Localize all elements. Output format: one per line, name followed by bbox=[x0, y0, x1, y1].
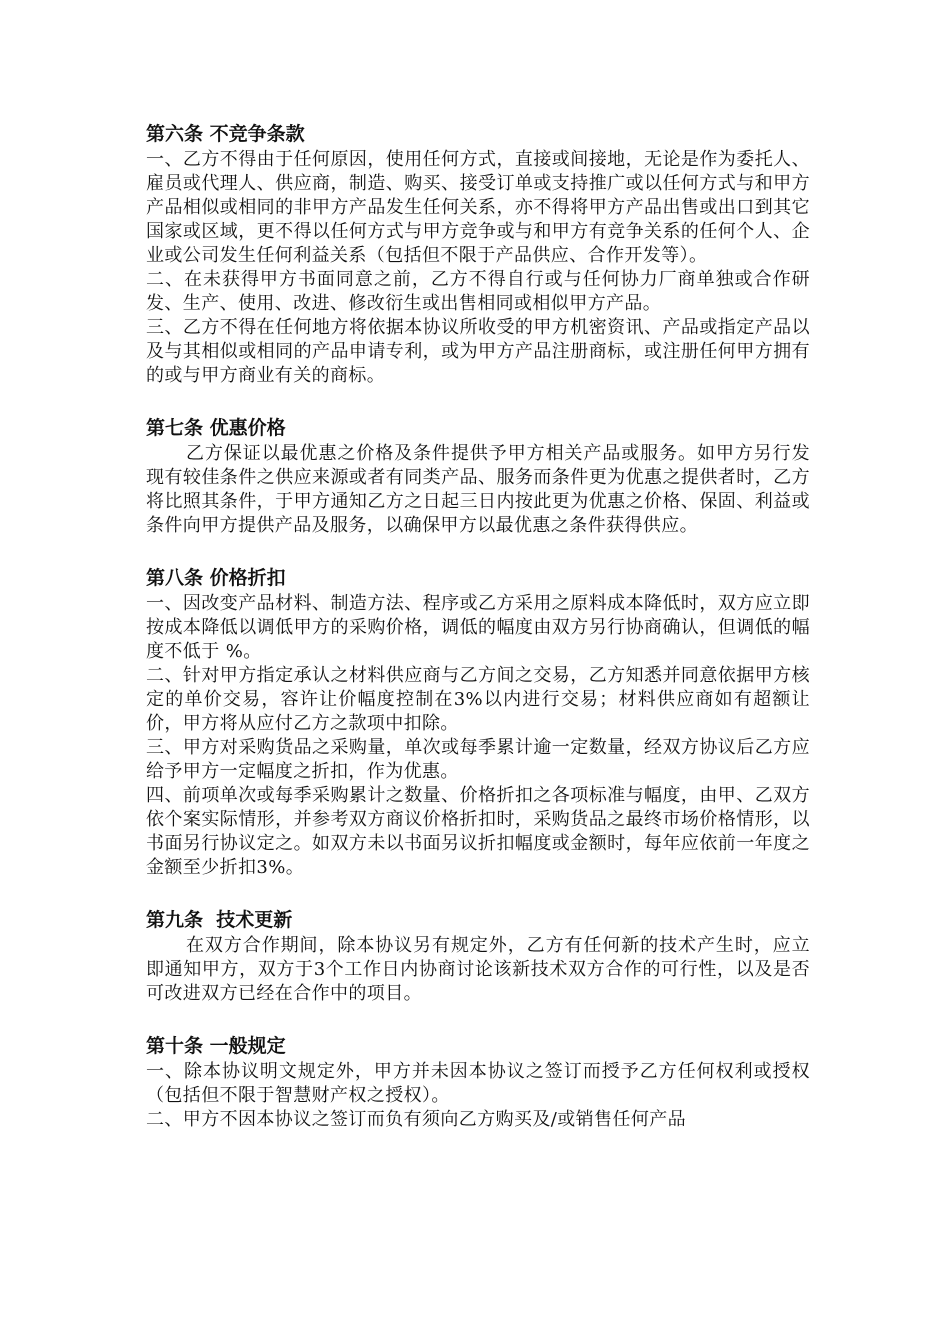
article-heading: 第九条 技术更新 bbox=[146, 909, 293, 931]
article-9 bbox=[146, 908, 810, 1006]
article-heading: 第八条 价格折扣 bbox=[146, 567, 286, 589]
article-paragraph: 一、因改变产品材料、制造方法、程序或乙方采用之原料成本降低时，双方应立即按成本降低以调低甲方的采购价格，调低的幅度由双方另行协商确认，但调低的幅度不低于 %。 bbox=[146, 593, 810, 662]
document-page bbox=[146, 122, 810, 1160]
article-paragraph: 二、针对甲方指定承认之材料供应商与乙方间之交易，乙方知悉并同意依据甲方核定的单价交易，容许让价幅度控制在3%以内进行交易；材料供应商如有超额让价，甲方将从应付乙方之款项中扣除。 bbox=[146, 665, 810, 734]
article-7 bbox=[146, 416, 810, 538]
article-paragraph: 二、甲方不因本协议之签订而负有须向乙方购买及/或销售任何产品 bbox=[146, 1109, 687, 1130]
article-heading: 第六条 不竞争条款 bbox=[146, 123, 305, 145]
article-10 bbox=[146, 1034, 810, 1132]
article-paragraph: 三、甲方对采购货品之采购量，单次或每季累计逾一定数量，经双方协议后乙方应给予甲方一定幅度之折扣，作为优惠。 bbox=[146, 737, 810, 782]
article-paragraph: 一、除本协议明文规定外，甲方并未因本协议之签订而授予乙方任何权利或授权（包括但不限于智慧财产权之授权）。 bbox=[146, 1061, 810, 1106]
article-paragraph: 乙方保证以最优惠之价格及条件提供予甲方相关产品或服务。如甲方另行发现有较佳条件之供应来源或者有同类产品、服务而条件更为优惠之提供者时，乙方将比照其条件，于甲方通知乙方之日起三日内按此更为优惠之价格、保固、利益或条件向甲方提供产品及服务，以确保甲方以最优惠之条件获得供应。 bbox=[146, 443, 810, 536]
article-8 bbox=[146, 566, 810, 880]
article-heading: 第十条 一般规定 bbox=[146, 1035, 286, 1057]
article-paragraph: 四、前项单次或每季采购累计之数量、价格折扣之各项标准与幅度，由甲、乙双方依个案实际情形，并参考双方商议价格折扣时，采购货品之最终市场价格情形，以书面另行协议定之。如双方未以书面另议折扣幅度或金额时，每年应依前一年度之金额至少折扣3%。 bbox=[146, 785, 810, 878]
article-heading: 第七条 优惠价格 bbox=[146, 417, 286, 439]
article-6 bbox=[146, 122, 810, 388]
article-paragraph: 一、乙方不得由于任何原因，使用任何方式，直接或间接地，无论是作为委托人、雇员或代理人、供应商，制造、购买、接受订单或支持推广或以任何方式与和甲方产品相似或相同的非甲方产品发生任何关系，亦不得将甲方产品出售或出口到其它国家或区域，更不得以任何方式与甲方竞争或与和甲方有竞争关系的任何个人、企业或公司发生任何利益关系（包括但不限于产品供应、合作开发等）。 bbox=[146, 149, 810, 266]
article-paragraph: 三、乙方不得在任何地方将依据本协议所收受的甲方机密资讯、产品或指定产品以及与其相似或相同的产品申请专利，或为甲方产品注册商标，或注册任何甲方拥有的或与甲方商业有关的商标。 bbox=[146, 317, 810, 386]
article-paragraph: 在双方合作期间，除本协议另有规定外，乙方有任何新的技术产生时，应立即通知甲方，双方于3个工作日内协商讨论该新技术双方合作的可行性，以及是否可改进双方已经在合作中的项目。 bbox=[146, 935, 810, 1004]
article-paragraph: 二、在未获得甲方书面同意之前，乙方不得自行或与任何协力厂商单独或合作研发、生产、使用、改进、修改衍生或出售相同或相似甲方产品。 bbox=[146, 269, 810, 314]
